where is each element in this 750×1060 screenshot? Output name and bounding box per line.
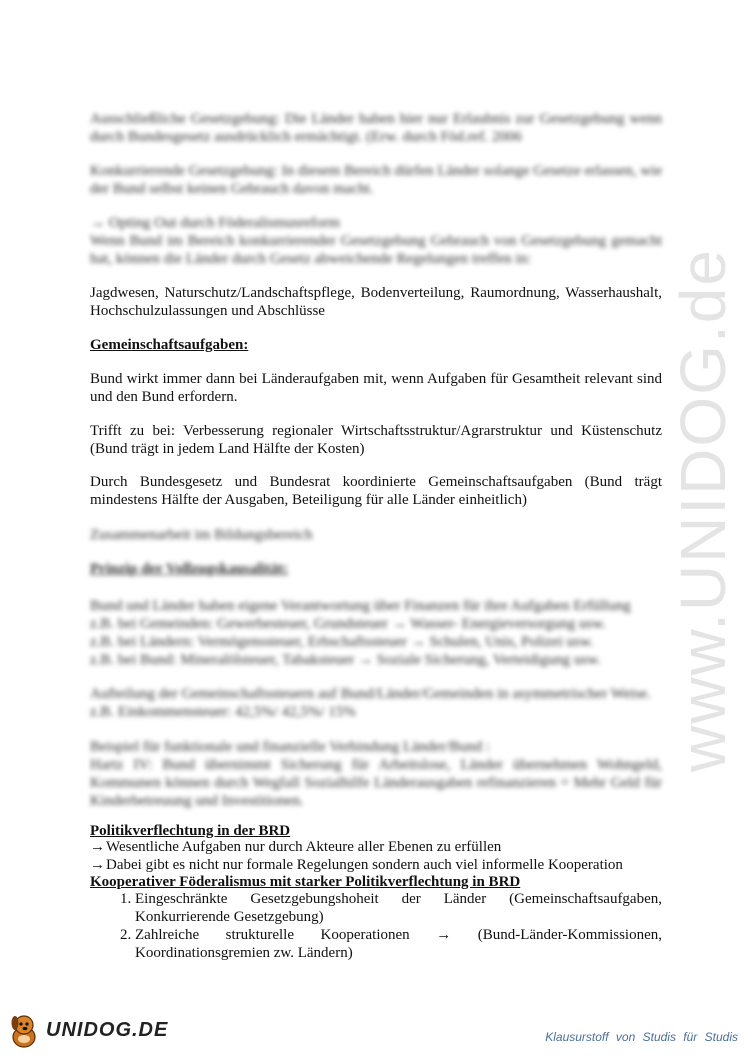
blurred-zusammenarbeit: Zusammenarbeit im Bildungsbereich xyxy=(90,527,313,543)
arrow-icon: → xyxy=(90,839,105,855)
blurred-paragraph-ausschliessliche: Ausschließliche Gesetzgebung: Die Länder haben hier nur Erlaubnis zur Gesetzgebung wenn durch Bundesgesetz ausdrücklich ermächtigt. (Erw. durch Föd.ref. 2006 xyxy=(90,111,662,145)
blurred-line-einkommen: z.B. Einkommensteuer: 42,5%/ 42,5%/ 15% xyxy=(90,704,356,720)
numbered-list xyxy=(90,890,662,962)
paragraph-bund-wirkt: Bund wirkt immer dann bei Länderaufgaben mit, wenn Aufgaben für Gesamtheit relevant sind und den Bund erfordern. xyxy=(90,371,662,405)
footer-tagline: Klausurstoff von Studis für Studis xyxy=(545,1030,738,1044)
logo-text: UNIDOG.DE xyxy=(46,1018,169,1041)
blurred-line-laender: z.B. bei Ländern: Vermögenssteuer, Erbschaftssteuer → Schulen, Unis, Polizei usw. xyxy=(90,634,594,650)
bullet-formale-regelungen: →Dabei gibt es nicht nur formale Regelungen sondern auch viel informelle Kooperation xyxy=(90,857,623,873)
arrow-icon: → xyxy=(90,857,105,873)
dog-mascot-icon xyxy=(6,1011,42,1049)
paragraph-durch-bundesgesetz: Durch Bundesgesetz und Bundesrat koordinierte Gemeinschaftsaufgaben (Bund trägt mindestens Hälfte der Ausgaben, Beteiligung für alle Länder einheitlich) xyxy=(90,474,662,508)
blurred-line-bund: z.B. bei Bund: Mineralölsteuer, Tabaksteuer → Soziale Sicherung, Verteidigung usw. xyxy=(90,652,601,668)
blurred-paragraph-hartz: Hartz IV: Bund übernimmt Sicherung für Arbeitslose, Länder übernehmen Wohngeld, Kommunen können durch Wegfall Sozialhilfe Länderausgaben refinanzieren = Mehr Geld für Kinderbetreuung und Investitionen. xyxy=(90,757,662,809)
heading-kooperativer-foederalismus: Kooperativer Föderalismus mit starker Politikverflechtung in BRD xyxy=(90,874,521,890)
heading-gemeinschaftsaufgaben: Gemeinschaftsaufgaben: xyxy=(90,337,249,353)
list-item: 1. Eingeschränkte Gesetzgebungshoheit der Länder (Gemeinschaftsaufgaben, Konkurrierende Gesetzgebung) xyxy=(135,890,662,926)
unidog-logo xyxy=(6,1010,168,1050)
heading-politikverflechtung: Politikverflechtung in der BRD xyxy=(90,823,291,839)
list-item: 2. Zahlreiche strukturelle Kooperationen → (Bund-Länder-Kommissionen, Koordinationsgremien zw. Ländern) xyxy=(135,926,662,962)
paragraph-trifft-zu: Trifft zu bei: Verbesserung regionaler Wirtschaftsstruktur/Agrarstruktur und Küstenschutz (Bund trägt in jedem Land Hälfte der Kosten) xyxy=(90,423,662,457)
blurred-line-gemeinden: z.B. bei Gemeinden: Gewerbesteuer, Grundsteuer → Wasser- Energieversorgung usw. xyxy=(90,616,606,632)
blurred-paragraph-konkurrierende: Konkurrierende Gesetzgebung: In diesem Bereich dürfen Länder solange Gesetze erlassen, wie der Bund selbst keinen Gebrauch davon macht. xyxy=(90,163,662,197)
blurred-opting-out: → Opting Out durch Föderalismusreform xyxy=(90,215,340,231)
bullet-wesentliche-aufgaben: →Wesentliche Aufgaben nur durch Akteure aller Ebenen zu erfüllen xyxy=(90,839,502,855)
blurred-paragraph-opting: Wenn Bund im Bereich konkurrierender Gesetzgebung Gebrauch von Gesetzgebung gemacht hat, können die Länder durch Gesetz abweichende Regelungen treffen in: xyxy=(90,233,662,267)
blurred-line-finanzen: Bund und Länder haben eigene Verantwortung über Finanzen für ihre Aufgaben Erfüllung xyxy=(90,598,631,614)
areas-paragraph: Jagdwesen, Naturschutz/Landschaftspflege, Bodenverteilung, Raumordnung, Wasserhaushalt, Hochschulzulassungen und Abschlüsse xyxy=(90,285,662,319)
blurred-line-beispiel: Beispiel für funktionale und finanzielle Verbindung Länder/Bund : xyxy=(90,739,491,755)
watermark: www.UNIDOG.de xyxy=(667,248,739,772)
blurred-heading-vollzug: Prinzip der Vollzugskausalität: xyxy=(90,561,289,577)
blurred-line-aufteilung: Aufteilung der Gemeinschaftssteuern auf Bund/Länder/Gemeinden in asymmetrischer Weise. xyxy=(90,686,651,702)
